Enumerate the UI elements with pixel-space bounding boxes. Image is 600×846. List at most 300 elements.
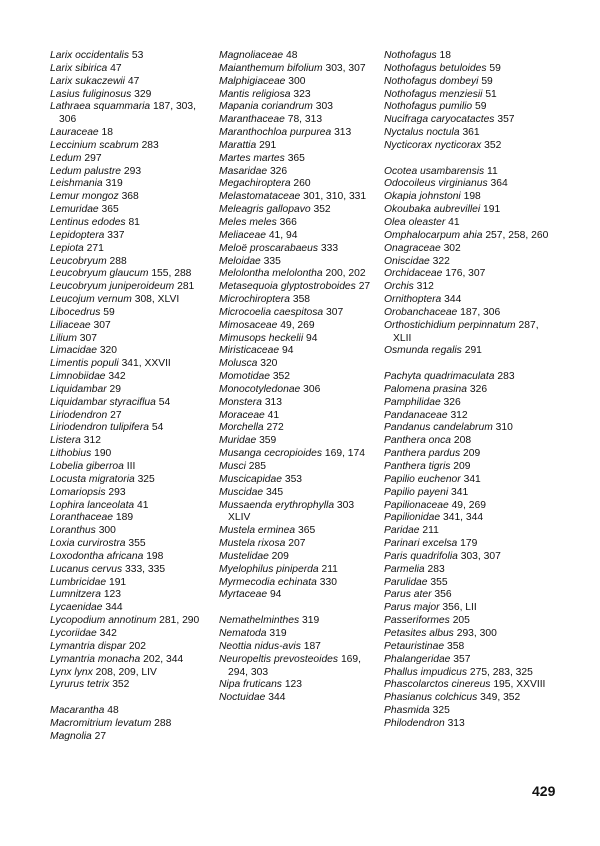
index-entry-name: Masaridae: [219, 165, 268, 177]
index-entry: [384, 268, 549, 281]
index-entry-pages: 285: [248, 461, 266, 472]
index-entry: [384, 191, 549, 204]
index-entry-pages: 260: [293, 178, 311, 190]
index-entry-name: Meloidae: [219, 255, 261, 267]
index-entry-name: Nipa fruticans: [219, 679, 282, 691]
index-entry-name: Lyrurus tetrix: [50, 679, 110, 691]
index-entry-name: Moraceae: [219, 409, 265, 421]
index-section-gap: [50, 692, 215, 705]
index-entry: [384, 538, 549, 551]
index-entry-pages: 94: [269, 589, 282, 601]
index-entry-pages: 41: [267, 409, 280, 421]
index-entry-name: Phallus impudicus: [384, 666, 467, 678]
index-entry-pages: 18: [101, 127, 114, 139]
index-entry-name: Mustela erminea: [219, 525, 296, 537]
index-entry-pages: 11: [487, 165, 498, 177]
index-entry-name: Liriodendron tulipifera: [50, 422, 150, 434]
index-entry: [384, 422, 549, 435]
index-entry-name: Maianthemum bifolium: [219, 62, 323, 74]
index-entry-name: Microchiroptera: [219, 294, 290, 306]
index-entry: [50, 243, 215, 256]
index-column-2: [219, 50, 379, 705]
index-entry-pages: 312: [416, 281, 434, 293]
index-entry-name: Mustela rixosa: [219, 538, 286, 550]
index-entry: [219, 256, 379, 269]
index-entry: [384, 140, 549, 153]
index-entry: [50, 320, 215, 333]
index-entry-name: Nothofagus: [384, 50, 437, 61]
index-entry-pages: 283: [497, 371, 515, 383]
index-entry: [50, 230, 215, 243]
index-entry-name: Parmelia: [384, 563, 425, 575]
index-entry-name: Molusca: [219, 358, 258, 370]
index-entry-pages: 293: [108, 486, 126, 498]
index-entry-pages: 288: [154, 717, 172, 729]
index-entry-pages: 288: [109, 255, 127, 267]
index-entry: [50, 101, 215, 127]
index-entry-name: Libocedrus: [50, 306, 101, 318]
index-entry: [50, 268, 215, 281]
index-entry-name: Panthera onca: [384, 435, 451, 447]
index-entry-pages: 323: [293, 88, 311, 100]
index-entry-pages: 275, 283, 325: [469, 666, 533, 678]
index-entry-name: Lilium: [50, 332, 77, 344]
index-entry: [50, 628, 215, 641]
index-entry-name: Odocoileus virginianus: [384, 178, 488, 190]
index-entry-name: Leucobryum: [50, 255, 107, 267]
index-entry: [384, 435, 549, 448]
index-entry-pages: 155, 288: [151, 268, 192, 280]
index-entry: [50, 397, 215, 410]
index-entry-name: Musci: [219, 461, 246, 472]
index-entry: [219, 397, 379, 410]
index-entry-pages: 300: [288, 75, 306, 87]
index-entry-name: Ledum: [50, 152, 82, 164]
index-entry: [219, 371, 379, 384]
index-entry-pages: 303, 307: [325, 62, 366, 74]
index-entry-pages: 358: [292, 294, 311, 306]
index-entry: [219, 410, 379, 423]
index-entry-pages: 48: [107, 705, 119, 717]
index-entry-name: Maranthochloa purpurea: [219, 127, 332, 139]
index-entry: [219, 345, 379, 358]
index-entry: [50, 448, 215, 461]
index-entry-pages: 368: [121, 191, 139, 203]
index-entry: [50, 384, 215, 397]
index-entry-name: Meles meles: [219, 216, 277, 228]
index-entry-pages: 313: [264, 396, 282, 408]
index-entry: [219, 320, 379, 333]
index-entry-name: Nothofagus dombeyi: [384, 75, 479, 87]
index-entry-pages: 300: [98, 525, 116, 537]
index-entry: [50, 371, 215, 384]
index-entry: [50, 140, 215, 153]
index-entry-name: Philodendron: [384, 717, 445, 729]
index-entry-pages: 47: [127, 75, 140, 87]
index-entry-pages: 352: [112, 679, 130, 691]
index-entry-pages: 191: [483, 204, 501, 216]
index-entry-name: Ledum palustre: [50, 165, 121, 177]
index-entry-pages: 326: [269, 165, 288, 177]
index-entry-pages: 179: [460, 538, 478, 550]
index-entry-name: Lathraea squammaria: [50, 101, 151, 113]
index-entry-pages: 356: [434, 589, 452, 601]
index-entry-pages: 187, 306: [460, 306, 501, 318]
index-entry-name: Marattia: [219, 139, 257, 151]
index-entry: [384, 654, 549, 667]
index-entry-pages: 342: [108, 371, 126, 383]
index-entry: [384, 577, 549, 590]
index-entry-name: Larix sukaczewii: [50, 75, 125, 87]
index-entry: [50, 76, 215, 89]
index-entry: [384, 615, 549, 628]
index-entry-name: Monocotyledonae: [219, 383, 301, 395]
index-entry-name: Mantis religiosa: [219, 88, 291, 100]
index-entry-pages: 283: [427, 563, 445, 575]
index-entry-name: Muscicapidae: [219, 473, 282, 485]
index-entry-pages: 54: [151, 422, 164, 434]
index-entry-name: Panthera tigris: [384, 461, 451, 472]
index-entry: [219, 589, 379, 602]
index-entry-name: Loranthaceae: [50, 512, 113, 524]
index-entry-pages: 49, 269: [451, 499, 486, 511]
index-entry-pages: 359: [259, 435, 277, 447]
index-entry-name: Papilionaceae: [384, 499, 449, 511]
index-entry-pages: 27: [94, 730, 107, 742]
index-entry: [219, 101, 379, 114]
index-column-3: [384, 50, 549, 731]
index-entry: [384, 384, 549, 397]
index-entry-pages: 271: [86, 242, 104, 254]
index-entry: [219, 435, 379, 448]
index-entry: [384, 217, 549, 230]
index-entry-name: Lasius fuliginosus: [50, 88, 132, 100]
index-entry-pages: 358: [446, 640, 465, 652]
index-entry-pages: 123: [103, 589, 121, 601]
index-entry-name: Microcoelia caespitosa: [219, 306, 324, 318]
index-entry: [219, 204, 379, 217]
index-entry-name: Lumnitzera: [50, 589, 101, 601]
index-entry-pages: 307: [93, 319, 111, 331]
index-entry-name: Monstera: [219, 396, 262, 408]
index-entry-pages: 200, 202: [325, 268, 366, 280]
index-entry-pages: 211: [321, 563, 338, 575]
index-entry: [384, 50, 549, 63]
index-entry: [384, 589, 549, 602]
index-entry: [50, 422, 215, 435]
index-entry-name: Papilionidae: [384, 512, 441, 524]
index-entry-pages: 366: [279, 216, 297, 228]
index-entry-pages: 41, 94: [268, 229, 298, 241]
index-entry-name: Listera: [50, 435, 81, 447]
index-entry-name: Loxodontha africana: [50, 550, 144, 562]
index-entry-name: Liquidambar styraciflua: [50, 396, 156, 408]
index-entry-pages: 341, 344: [442, 512, 484, 524]
index-entry-pages: 306: [303, 383, 321, 395]
index-entry: [219, 333, 379, 346]
index-entry-pages: 198: [146, 550, 164, 562]
index-entry-name: Lynx lynx: [50, 666, 93, 678]
index-entry-pages: 361: [462, 127, 480, 139]
index-entry-pages: 53: [131, 50, 144, 61]
index-entry: [50, 487, 215, 500]
index-entry-pages: 330: [319, 576, 337, 588]
index-entry-pages: 326: [443, 396, 461, 408]
index-entry-pages: 329: [134, 88, 152, 100]
index-entry-name: Lobelia giberroa: [50, 461, 124, 472]
index-entry: [219, 577, 379, 590]
index-entry-name: Myrmecodia echinata: [219, 576, 317, 588]
index-entry-pages: 169, 174: [324, 448, 365, 460]
index-entry-name: Neottia nidus-avis: [219, 640, 301, 652]
index-entry-name: Noctuidae: [219, 692, 266, 704]
index-entry-pages: 352: [484, 139, 502, 151]
index-entry: [219, 63, 379, 76]
index-entry: [50, 500, 215, 513]
index-entry-name: Metasequoia glyptostroboides: [219, 281, 356, 293]
index-entry-name: Muscidae: [219, 486, 264, 498]
index-entry-name: Petauristinae: [384, 640, 445, 652]
index-entry: [384, 166, 549, 179]
index-entry: [384, 89, 549, 102]
index-entry-name: Parus major: [384, 602, 440, 614]
index-entry-pages: 54: [158, 396, 171, 408]
index-entry: [384, 397, 549, 410]
index-entry-pages: 319: [105, 178, 123, 190]
index-entry: [219, 461, 379, 474]
index-entry-name: Nycticorax nycticorax: [384, 139, 482, 151]
index-entry: [384, 564, 549, 577]
index-entry: [219, 564, 379, 577]
index-entry-pages: 287, XLII: [393, 319, 539, 344]
index-entry-pages: 281, 290: [159, 615, 200, 627]
index-entry-pages: 191: [108, 576, 127, 588]
index-entry-pages: 187: [303, 640, 321, 652]
index-entry-name: Ornithoptera: [384, 294, 442, 306]
index-entry-name: Magnolia: [50, 730, 92, 742]
index-entry: [219, 243, 379, 256]
index-entry-name: Lymantria monacha: [50, 653, 141, 665]
index-entry-name: Limnobiidae: [50, 371, 106, 383]
index-entry: [50, 589, 215, 602]
index-entry-name: Phalangeridae: [384, 653, 451, 665]
index-entry: [384, 243, 549, 256]
index-entry: [384, 551, 549, 564]
index-entry-name: Leccinium scabrum: [50, 139, 139, 151]
index-entry-name: Phascolarctos cinereus: [384, 679, 491, 691]
index-entry-name: Larix sibirica: [50, 62, 108, 74]
index-entry: [50, 718, 215, 731]
index-entry-name: Lucanus cervus: [50, 563, 123, 575]
index-entry-name: Macarantha: [50, 705, 105, 717]
index-entry-name: Orthostichidium perpinnatum: [384, 319, 516, 331]
index-entry-pages: 27: [358, 281, 371, 293]
index-section-gap: [384, 358, 549, 371]
index-entry: [219, 692, 379, 705]
index-entry: [384, 705, 549, 718]
index-entry: [219, 487, 379, 500]
index-entry: [50, 641, 215, 654]
index-entry-pages: 365: [101, 204, 119, 216]
index-entry-name: Mustelidae: [219, 550, 269, 562]
index-entry-name: Parulidae: [384, 576, 428, 588]
index-entry: [384, 602, 549, 615]
index-entry: [50, 89, 215, 102]
index-entry: [384, 461, 549, 474]
index-entry-pages: 209: [463, 448, 481, 460]
index-entry: [219, 114, 379, 127]
index-entry-name: Miristicaceae: [219, 345, 280, 357]
index-entry: [384, 320, 549, 346]
index-entry-name: Leucojum vernum: [50, 294, 132, 306]
index-entry-pages: 349, 352: [480, 692, 521, 704]
index-entry: [219, 281, 379, 294]
index-entry: [50, 474, 215, 487]
index-entry: [219, 230, 379, 243]
index-entry-name: Lymantria dispar: [50, 640, 126, 652]
index-entry-name: Melolontha melolontha: [219, 268, 323, 280]
index-entry-pages: 123: [284, 679, 303, 691]
index-entry-name: Orobanchaceae: [384, 306, 458, 318]
index-entry-name: Momotidae: [219, 371, 270, 383]
index-entry-pages: 281: [177, 281, 195, 293]
index-entry-pages: 211: [422, 525, 439, 537]
index-entry-name: Lycoriidae: [50, 627, 97, 639]
index-entry-pages: 283: [141, 139, 159, 151]
index-entry: [50, 525, 215, 538]
index-entry-pages: 320: [99, 345, 117, 357]
index-entry-name: Nucifraga caryocatactes: [384, 114, 495, 126]
index-entry-pages: 344: [268, 692, 286, 704]
index-entry: [50, 602, 215, 615]
index-entry-pages: 59: [481, 75, 493, 87]
index-entry-name: Loxia curvirostra: [50, 538, 126, 550]
index-entry-pages: 29: [109, 383, 122, 395]
index-entry: [219, 153, 379, 166]
index-entry-pages: III: [126, 461, 136, 472]
index-entry-name: Lycopodium annotinum: [50, 615, 157, 627]
index-entry: [50, 50, 215, 63]
index-section-gap: [384, 153, 549, 166]
index-entry: [219, 50, 379, 63]
index-entry-name: Parinari excelsa: [384, 538, 458, 550]
index-entry-pages: 326: [469, 383, 488, 395]
index-entry: [384, 512, 549, 525]
index-entry: [219, 76, 379, 89]
index-entry-pages: 81: [128, 216, 140, 228]
index-entry: [384, 487, 549, 500]
index-entry-name: Nothofagus pumilio: [384, 101, 473, 113]
index-entry-pages: 333, 335: [125, 563, 166, 575]
index-entry: [50, 461, 215, 474]
index-entry-pages: 49, 269: [280, 319, 315, 331]
index-entry: [50, 127, 215, 140]
index-entry-pages: 301, 310, 331: [303, 191, 367, 203]
index-entry-name: Lemuridae: [50, 204, 99, 216]
index-entry: [384, 628, 549, 641]
index-entry: [50, 667, 215, 680]
index-entry-name: Lophira lanceolata: [50, 499, 135, 511]
index-entry-pages: 322: [432, 255, 450, 267]
index-entry: [384, 474, 549, 487]
index-entry-pages: 59: [489, 62, 501, 74]
index-entry: [384, 204, 549, 217]
index-entry: [384, 63, 549, 76]
index-entry-pages: 190: [94, 448, 112, 460]
index-entry: [219, 166, 379, 179]
index-entry: [50, 307, 215, 320]
index-entry-name: Malphigiaceae: [219, 75, 286, 87]
index-entry: [50, 178, 215, 191]
index-entry: [50, 166, 215, 179]
index-entry: [384, 101, 549, 114]
index-entry-name: Lentinus edodes: [50, 216, 126, 228]
index-entry: [50, 63, 215, 76]
index-entry-name: Okapia johnstoni: [384, 191, 461, 203]
index-entry: [50, 153, 215, 166]
index-entry-pages: 303: [315, 101, 333, 113]
index-entry-pages: 313: [447, 717, 465, 729]
index-entry-pages: 187, 303, 306: [59, 101, 196, 126]
index-entry-name: Myelophilus piniperda: [219, 563, 319, 575]
index-entry: [384, 281, 549, 294]
index-entry-pages: 303, 307: [460, 550, 501, 562]
index-entry: [384, 718, 549, 731]
index-entry-pages: 352: [272, 371, 290, 383]
page-number: 429: [532, 783, 556, 799]
index-entry-pages: 325: [432, 705, 450, 717]
index-entry-pages: 41: [137, 499, 149, 511]
index-entry: [384, 410, 549, 423]
index-entry: [384, 641, 549, 654]
index-section-gap: [219, 602, 379, 615]
index-entry-name: Lemur mongoz: [50, 191, 119, 203]
index-entry: [384, 371, 549, 384]
index-entry-name: Phasmida: [384, 705, 430, 717]
index-entry-pages: 357: [497, 114, 515, 126]
index-entry-pages: 308, XLVI: [134, 294, 180, 306]
index-entry: [219, 474, 379, 487]
index-entry-name: Pandanaceae: [384, 409, 448, 421]
index-entry: [219, 422, 379, 435]
index-entry-pages: 198: [463, 191, 481, 203]
index-entry-name: Meloë proscarabaeus: [219, 242, 319, 254]
index-entry-name: Limentis populi: [50, 358, 119, 370]
index-entry: [219, 628, 379, 641]
index-entry-pages: 293, 300: [456, 627, 497, 639]
index-entry: [50, 538, 215, 551]
index-entry: [50, 333, 215, 346]
index-entry-name: Papilio payeni: [384, 486, 449, 498]
index-entry-name: Orchidaceae: [384, 268, 443, 280]
index-entry-pages: 189: [115, 512, 134, 524]
index-entry-pages: 341, XXVII: [121, 358, 171, 370]
index-entry: [50, 217, 215, 230]
index-entry-name: Palomena prasina: [384, 383, 467, 395]
index-entry-pages: 48: [286, 50, 298, 61]
index-entry-pages: 202: [128, 640, 146, 652]
index-entry-pages: 345: [265, 486, 284, 498]
index-entry-name: Panthera pardus: [384, 448, 461, 460]
index-entry: [219, 538, 379, 551]
index-entry-pages: 94: [281, 345, 294, 357]
index-entry-name: Onagraceae: [384, 242, 441, 254]
index-entry-name: Omphalocarpum ahia: [384, 229, 483, 241]
index-entry-pages: 353: [284, 473, 303, 485]
index-entry-name: Passeriformes: [384, 615, 450, 627]
index-entry-pages: 195, XXVIII: [493, 679, 546, 691]
index-entry-name: Olea oleaster: [384, 216, 446, 228]
